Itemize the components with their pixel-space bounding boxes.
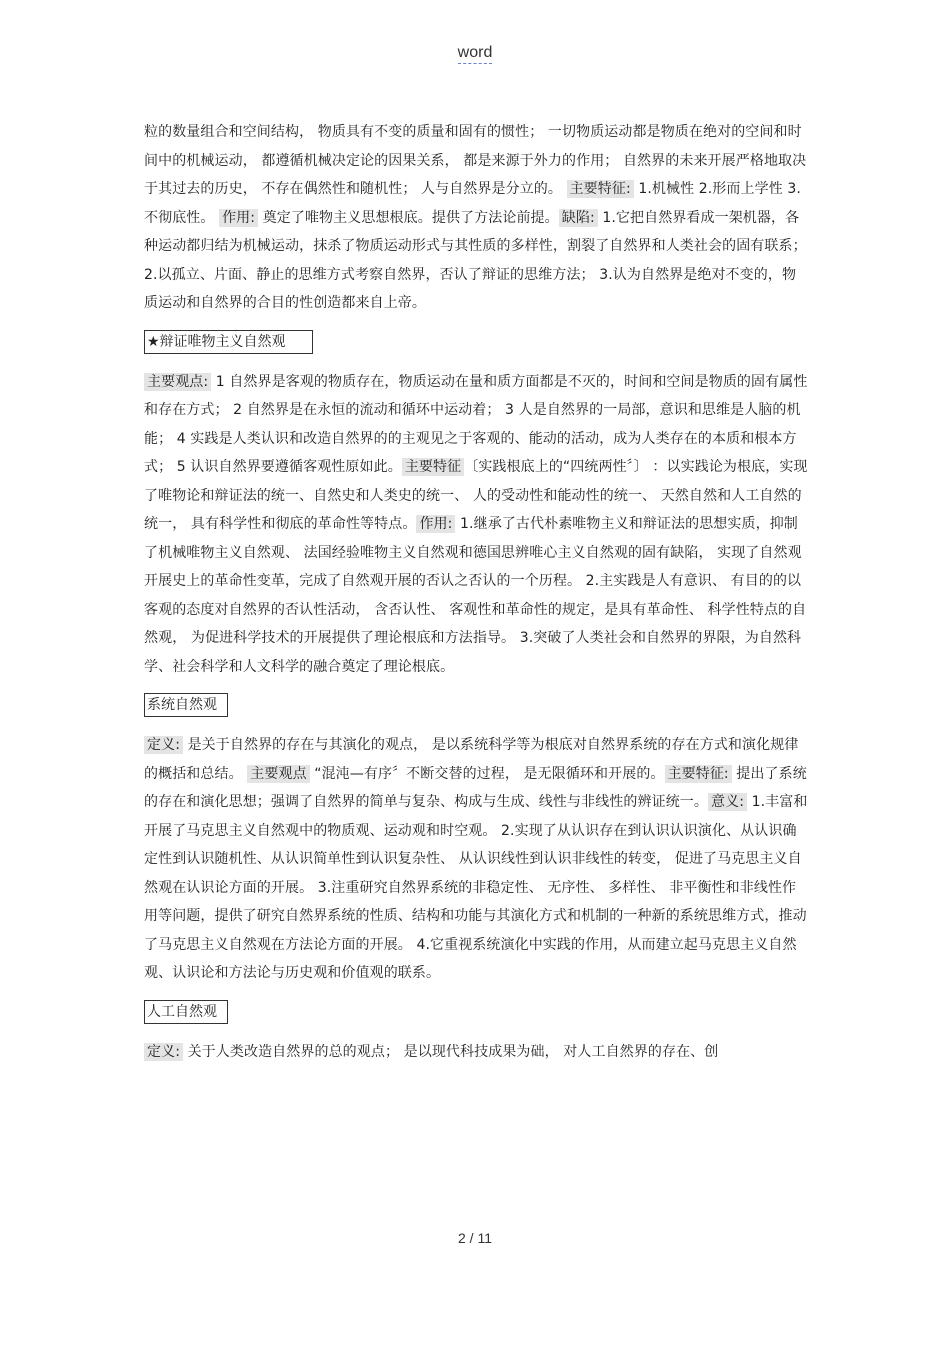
text: 奠定了唯物主义思想根底。提供了方法论前提。 — [258, 209, 559, 226]
section-heading-artificial — [144, 1000, 809, 1024]
paragraph-mechanical — [144, 118, 809, 318]
label-views: 主要观点: — [144, 373, 211, 391]
label-meaning: 意义: — [708, 793, 747, 811]
page-number: 2 / 11 — [458, 1230, 492, 1246]
header-title: word — [458, 44, 493, 64]
heading-dialectical: ★辩证唯物主义自然观 — [144, 330, 313, 354]
paragraph-dialectical — [144, 368, 809, 682]
text: “混沌—有序〞不断交替的过程， 是无限循环和开展的。 — [309, 765, 665, 782]
text: 是关于自然界的存在与其演化的观点， 是以系统科学等为根底对自然界系统的存在方式和演化规律的概括和总结。 — [144, 737, 799, 782]
section-heading-dialectical — [144, 330, 809, 354]
label-effect: 作用: — [219, 209, 258, 227]
text: 1.继承了古代朴素唯物主义和辩证法的思想实质，抑制了机械唯物主义自然观、 法国经验唯物主义自然观和德国思辨唯心主义自然观的固有缺陷， 实现了自然观开展史上的革命性变革，完成了自然观开展的否认之否认的一个历程。 2.主实践是人有意识、 有目的的以客观的态度对自然界的否认性活动， 含否认性、 客观性和革命性的规定，是具有革命性、 科学性特点的自然观， 为促进科学技术的开展提供了理论根底和方法指导。 3.突破了人类社会和自然界的界限，为自然科学、社会科学和人文科学的融合奠定了理论根底。 — [144, 516, 807, 675]
label-features: 主要特征: — [665, 765, 732, 783]
text: 1.丰富和开展了马克思主义自然观中的物质观、运动观和时空观。 2.实现了从认识存在到认识认识演化、从认识确定性到认识随机性、从认识简单性到认识复杂性、 从认识线性到认识非线性的转变， 促进了马克思主义自然观在认识论方面的开展。 3.注重研究自然界系统的非稳定性、 无序性、 多样性、 非平衡性和非线性作用等问题，提供了研究自然界系统的性质、结构和功能与其演化方式和机制的一种新的系统思维方式，推动了马克思主义自然观在方法论方面的开展。 4.它重视系统演化中实践的作用，从而建立起马克思主义自然观、认识论和方法论与历史观和价值观的联系。 — [144, 794, 808, 981]
text: 1 自然界是客观的物质存在，物质运动在量和质方面都是不灭的，时间和空间是物质的固有属性和存在方式； 2 自然界是在永恒的流动和循环中运动着； 3 人是自然界的一局部，意识和思维是人脑的机能； 4 实践是人类认识和改造自然界的的主观见之于客观的、能动的活动，成为人类存在的本质和根本方式； 5 认识自然界要遵循客观性原如此。 — [144, 373, 808, 475]
label-features: 主要特征: — [567, 180, 634, 198]
label-features: 主要特征 — [402, 458, 464, 476]
text: 提出了系统的存在和演化思想；强调了自然界的简单与复杂、构成与生成、线性与非线性的辨证统一。 — [144, 765, 807, 810]
document-body — [144, 118, 809, 1066]
text: 关于人类改造自然界的总的观点； 是以现代科技成果为础， 对人工自然界的存在、创 — [183, 1043, 719, 1060]
text: 〔实践根底上的“四统两性〞〕 ：以实践论为根底，实现了唯物论和辩证法的统一、自然史和人类史的统一、 人的受动性和能动性的统一、 天然自然和人工自然的统一， 具有科学性和彻底的革命性等特点。 — [144, 459, 808, 532]
paragraph-system — [144, 731, 809, 988]
document-header — [0, 44, 950, 62]
label-definition: 定义: — [144, 736, 183, 754]
heading-artificial: 人工自然观 — [144, 1000, 228, 1024]
label-effect: 作用: — [416, 515, 455, 533]
heading-system: 系统自然观 — [144, 693, 228, 717]
label-defect: 缺陷: — [559, 209, 598, 227]
section-heading-system — [144, 693, 809, 717]
label-views: 主要观点 — [247, 765, 309, 783]
text: 1.机械性 2.形而上学性 3.不彻底性。 — [144, 181, 801, 226]
paragraph-artificial — [144, 1038, 809, 1067]
text: 粒的数量组合和空间结构， 物质具有不变的质量和固有的惯性； 一切物质运动都是物质在绝对的空间和时间中的机械运动， 都遵循机械决定论的因果关系， 都是来源于外力的作用； 自然界的未来开展严格地取决于其过去的历史， 不存在偶然性和随机性； 人与自然界是分立的。 — [144, 124, 807, 197]
label-definition: 定义: — [144, 1043, 183, 1061]
text: 1.它把自然界看成一架机器，各种运动都归结为机械运动，抹杀了物质运动形式与其性质的多样性，割裂了自然界和人类社会的固有联系； 2.以孤立、片面、静止的思维方式考察自然界，否认了辩证的思维方法； 3.认为自然界是绝对不变的，物质运动和自然界的合目的性创造都来自上帝。 — [144, 209, 807, 311]
